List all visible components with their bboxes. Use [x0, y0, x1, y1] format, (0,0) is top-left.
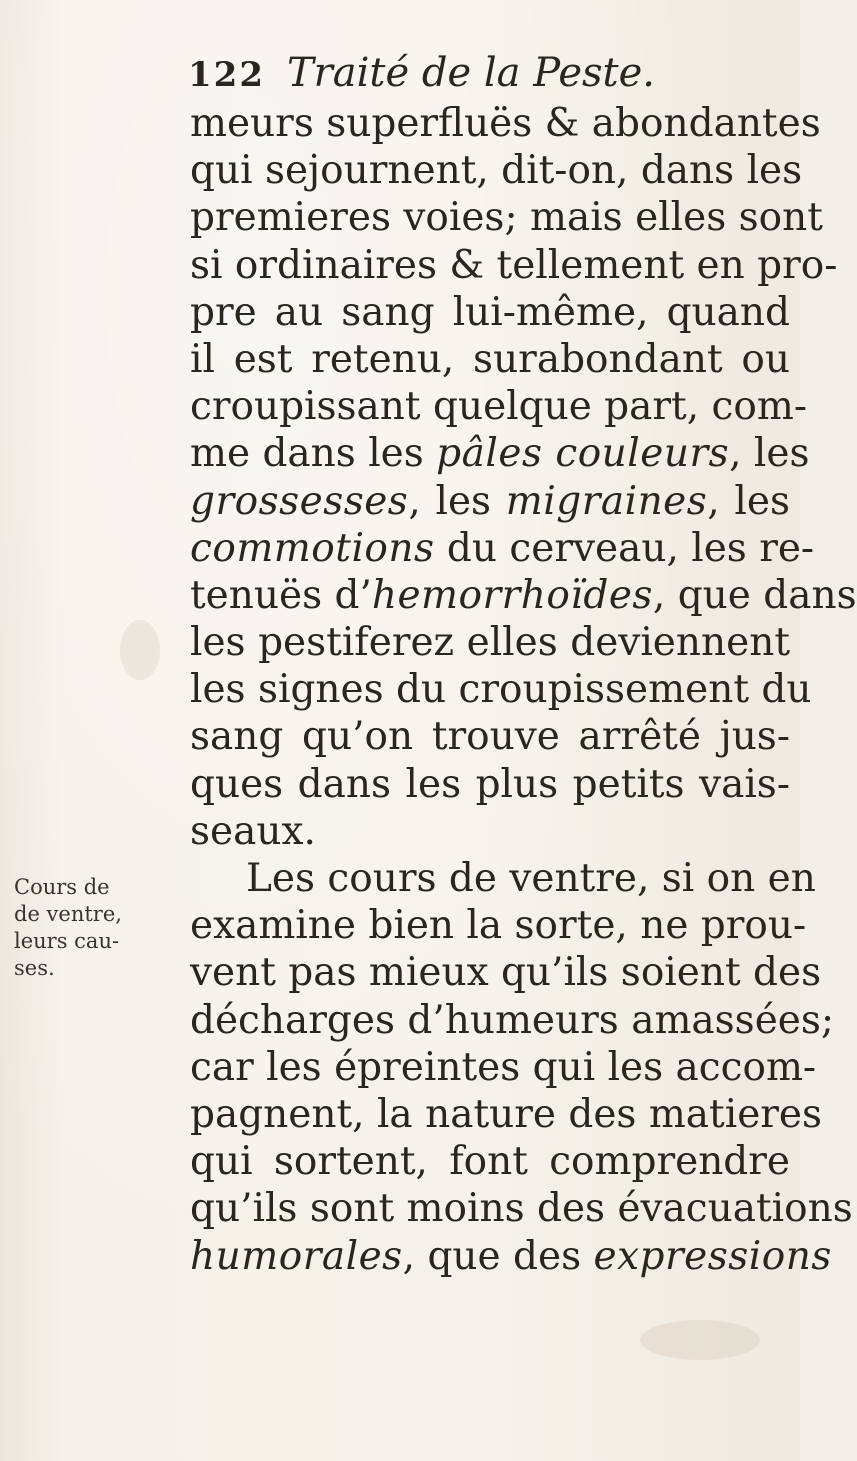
margin-note	[14, 874, 164, 982]
margin-note-line: leurs cau-	[14, 929, 120, 953]
italic-term: migraines	[505, 478, 708, 524]
italic-term: pâles couleurs	[436, 431, 730, 477]
text-line: pagnent, la nature des matieres	[190, 1091, 823, 1137]
text-line: les pestiferez elles deviennent	[190, 620, 790, 666]
body-text	[190, 100, 857, 1280]
text-line: examine bien la sorte, ne prou-	[190, 903, 807, 949]
text-line: qu’ils sont moins des évacuations	[190, 1186, 853, 1232]
paper-stain	[640, 1320, 760, 1360]
italic-term: grossesses	[190, 478, 409, 524]
text-line: les signes du croupissement du	[190, 667, 812, 713]
text-run: , les	[408, 478, 506, 524]
text-line: pre au sang lui-même, quand	[190, 289, 790, 335]
text-line	[190, 572, 857, 619]
text-run: , les	[729, 431, 810, 477]
paper-stain	[120, 620, 160, 680]
text-line	[190, 478, 790, 525]
text-line: premieres voies; mais elles sont	[190, 195, 823, 241]
text-line	[190, 430, 810, 477]
text-line: sang qu’on trouve arrêté jus-	[190, 714, 790, 760]
running-title: Traité de la Peste.	[286, 50, 656, 96]
italic-term: commotions	[190, 525, 435, 571]
italic-term: humorales	[190, 1233, 403, 1279]
page-number: 122	[188, 55, 265, 95]
page-header	[188, 50, 655, 102]
text-line: vent pas mieux qu’ils soient des	[190, 950, 822, 996]
text-line: croupissant quelque part, com-	[190, 384, 807, 430]
margin-note-line: Cours de	[14, 875, 110, 899]
text-line: il est retenu, surabondant ou	[190, 336, 790, 382]
text-line: si ordinaires & tellement en pro-	[190, 242, 838, 288]
text-run: du cerveau, les re-	[434, 525, 815, 571]
italic-term: hemorrhoïdes	[371, 572, 653, 618]
text-run: , que dans	[652, 572, 857, 618]
text-line	[190, 525, 815, 572]
margin-note-line: ses.	[14, 956, 55, 980]
text-line: ques dans les plus petits vais-	[190, 761, 790, 807]
text-line: qui sejournent, dit-on, dans les	[190, 148, 803, 194]
text-run: , les	[707, 478, 790, 524]
text-line: qui sortent, font comprendre	[190, 1139, 790, 1185]
text-run: me dans les	[190, 431, 437, 477]
text-line: car les épreintes qui les accom-	[190, 1044, 817, 1090]
margin-note-line: de ventre,	[14, 902, 122, 926]
italic-term: expressions	[593, 1233, 832, 1279]
text-line: décharges d’humeurs amassées;	[190, 997, 835, 1043]
text-run: tenuës d’	[190, 572, 372, 618]
paragraph-first-line: Les cours de ventre, si on en	[246, 856, 816, 901]
text-run: , que des	[402, 1233, 594, 1279]
text-line: seaux.	[190, 808, 316, 854]
text-line: meurs superfluës & abondantes	[190, 101, 821, 146]
text-line	[190, 1233, 832, 1280]
